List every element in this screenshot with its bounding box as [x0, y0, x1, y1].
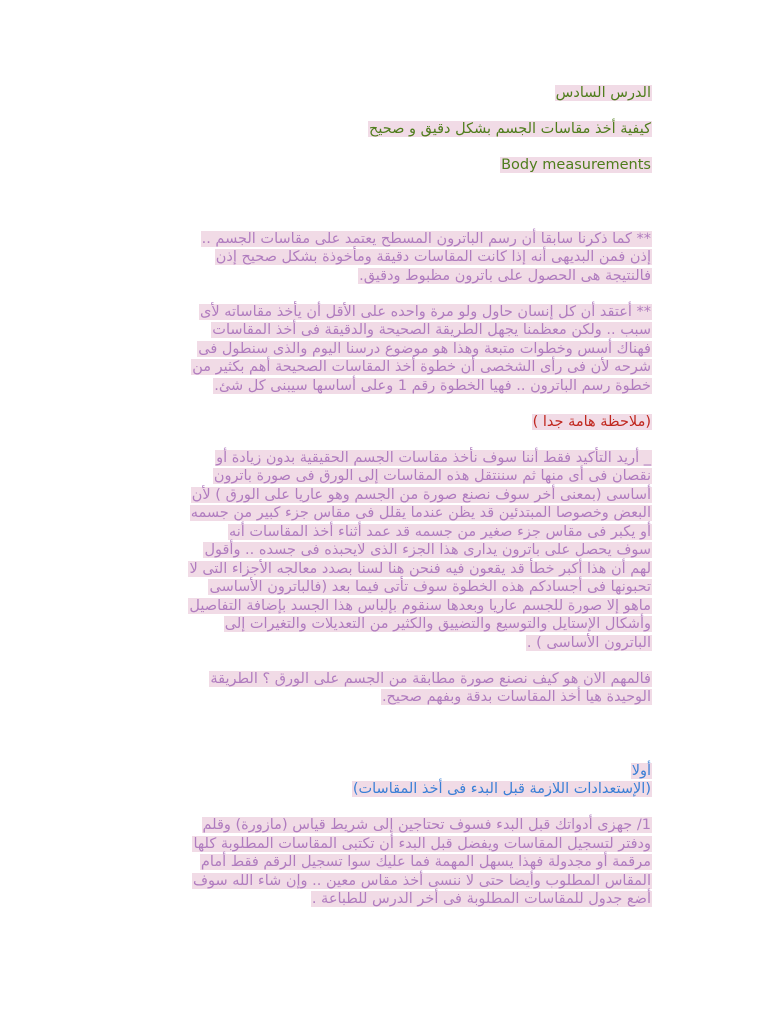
- paragraph-line: الوحيدة هيا أخذ المقاسات بدقة وبفهم صحيح.: [381, 689, 651, 705]
- paragraph-line: ** كما ذكرنا سابقا أن رسم الباترون المسطح يعتمد على مقاسات الجسم ..: [201, 230, 651, 247]
- paragraph-line: نقصان فى أى منها ثم سننتقل هذه المقاسات إلى الورق فى صورة باترون: [213, 468, 651, 484]
- section-first-label: أولا: [631, 762, 651, 779]
- tools-paragraph: [118, 816, 652, 909]
- paragraph-line: لهم أن هذا أكبر خطأ قد يقعون فيه فنحن هنا لسنا بصدد معالجه الأجزاء التى لا: [189, 560, 651, 577]
- paragraph-line: تحبونها فى أجسادكم هذه الخطوة سوف تأتى فيما بعد (فالباترون الأساسى: [209, 579, 651, 595]
- note-paragraph: [118, 449, 652, 653]
- paragraph-line: أو يكبر فى مقاس جزء صغير من جسمه قد عمد أثناء أخذ المقاسات أنه: [228, 523, 651, 540]
- paragraph-line: سوف يحصل على باترون يدارى هذا الجزء الذى لايحبذه فى جسده .. وأقول: [204, 542, 651, 558]
- paragraph-line: مرقمة أو مجدولة فهذا يسهل المهمة فما عليك سوا تسجيل الرقم فقط أمام: [200, 854, 651, 870]
- paragraph-line: خطوة رسم الباترون .. فهيا الخطوة رقم 1 وعلى أساسها سيبنى كل شئ.: [214, 377, 651, 394]
- method-paragraph: [118, 670, 652, 707]
- lesson-subtitle: Body measurements: [501, 157, 651, 173]
- paragraph-line: المقاس المطلوب وأيضا حتى لا ننسى أخذ مقاس معين .. وإن شاء الله سوف: [192, 872, 651, 889]
- lesson-title: كيفية أخذ مقاسات الجسم بشكل دقيق و صحيح: [369, 121, 651, 137]
- paragraph-line: فهناك أسس وخطوات متبعة وهذا هو موضوع درسنا اليوم والذى سنطول فى: [198, 340, 651, 357]
- intro-paragraph: [118, 230, 652, 286]
- paragraph-line: _ أريد التأكيد فقط أننا سوف نأخذ مقاسات الجسم الحقيقية بدون زيادة أو: [216, 449, 651, 466]
- paragraph-line: إذن فمن البديهى أنه إذا كانت المقاسات دقيقة ومأخوذة بشكل صحيح إذن: [215, 249, 651, 265]
- paragraph-line: سبب .. ولكن معظمنا يجهل الطريقة الصحيحة والدقيقة فى أخذ المقاسات: [212, 322, 651, 338]
- document-page: [118, 84, 652, 909]
- measurement-importance-paragraph: [118, 303, 652, 396]
- paragraph-line: شرحه لأن فى رأى الشخصى أن خطوة أخذ المقاسات الصحيحة أهم بكثير من: [192, 359, 651, 375]
- paragraph-line: 1/ جهزى أدواتك قبل البدء فسوف تحتاجين إلى شريط قياس (مازورة) وقلم: [202, 817, 651, 833]
- paragraph-line: فالمهم الان هو كيف نصنع صورة مطابقة من الجسم على الورق ؟ الطريقة: [210, 670, 651, 687]
- paragraph-line: وأشكال الإستايل والتوسيع والتضييق والكثير من التعديلات والتغيرات إلى: [224, 616, 651, 632]
- paragraph-line: البعض وخصوصا المبتدئين قد يظن عندما يقلل فى مقاس جزء كبير من جسمه: [190, 505, 651, 521]
- paragraph-line: أساسى (بمعنى أخر سوف نصنع صورة من الجسم وهو عاريا على الورق ) لأن: [191, 486, 651, 503]
- paragraph-line: فالنتيجة هى الحصول على باترون مظبوط ودقيق.: [359, 267, 651, 284]
- paragraph-line: الباترون الأساسى ) .: [526, 634, 651, 651]
- paragraph-line: ** أعتقد أن كل إنسان حاول ولو مرة واحده على الأقل أن يأخذ مقاساته لأى: [199, 303, 651, 320]
- section-first-title: (الإستعدادات اللازمة قبل البدء فى أخذ المقاسات): [352, 781, 651, 797]
- important-note-title: (ملاحظة هامة جدا ): [532, 413, 651, 430]
- paragraph-line: أضع جدول للمقاسات المطلوبة فى أخر الدرس للطباعة .: [311, 891, 651, 907]
- paragraph-line: ماهو إلا صورة للجسم عاريا وبعدها سنقوم بإلباس هذا الجسد بإضافة التفاصيل: [189, 597, 651, 614]
- lesson-number: الدرس السادس: [555, 85, 651, 101]
- paragraph-line: ودفتر لتسجيل المقاسات ويفضل قبل البدء أن تكتبى المقاسات المطلوبة كلها: [193, 835, 651, 852]
